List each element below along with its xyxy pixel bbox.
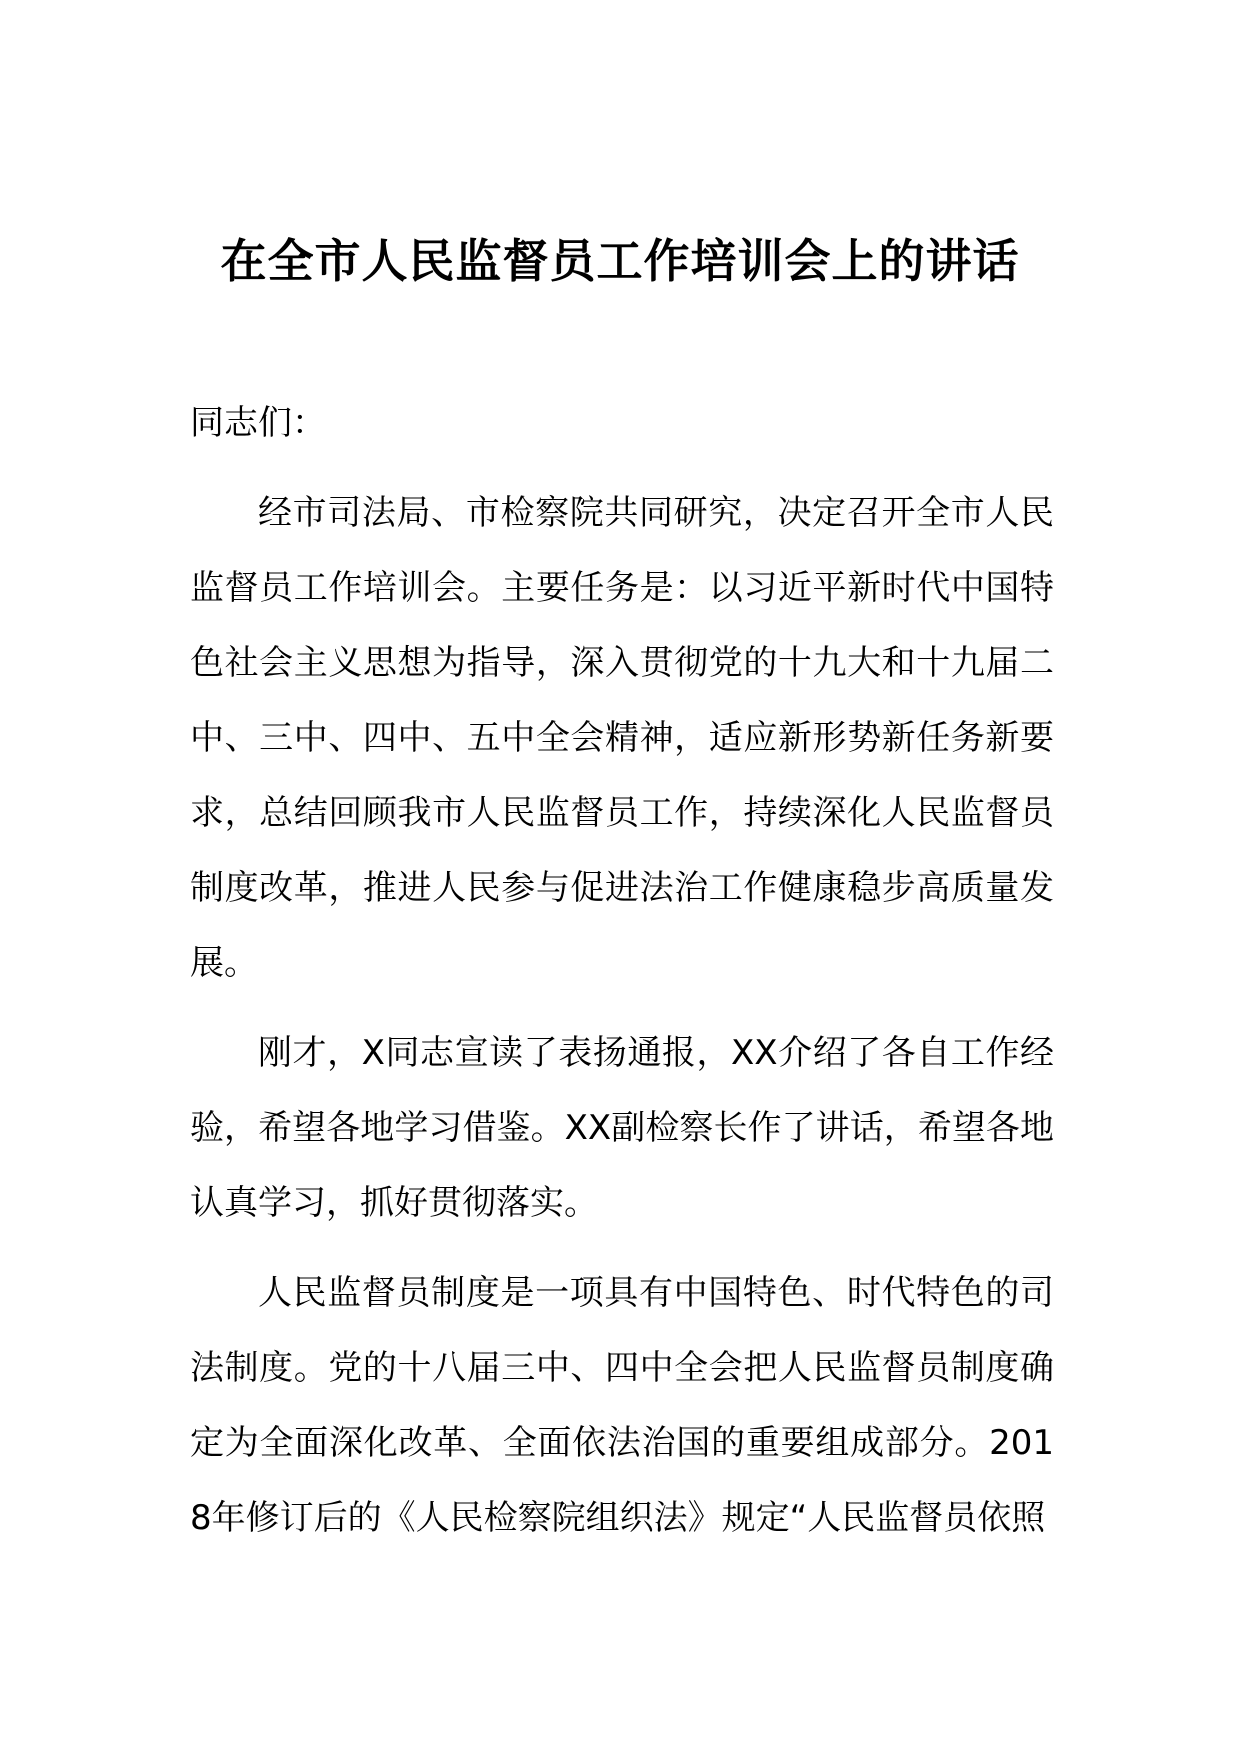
paragraph-3: 人民监督员制度是一项具有中国特色、时代特色的司法制度。党的十八届三中、四中全会把人民监督员制度确定为全面深化改革、全面依法治国的重要组成部分。2018年修订后的《人民检察院组织法》规定“人民监督员依照 [190, 1273, 1054, 1538]
paragraph-1: 经市司法局、市检察院共同研究，决定召开全市人民监督员工作培训会。主要任务是：以习近平新时代中国特色社会主义思想为指导，深入贯彻党的十九大和十九届二中、三中、四中、五中全会精神，适应新形势新任务新要求，总结回顾我市人民监督员工作，持续深化人民监督员制度改革，推进人民参与促进法治工作健康稳步高质量发展。 [190, 493, 1054, 983]
document-title: 在全市人民监督员工作培训会上的讲话 [220, 233, 1020, 288]
document-body [190, 386, 1054, 1556]
salutation: 同志们： [190, 403, 326, 443]
paragraph-2: 刚才，X同志宣读了表扬通报，XX介绍了各自工作经验，希望各地学习借鉴。XX副检察长作了讲话，希望各地认真学习，抓好贯彻落实。 [190, 1033, 1054, 1223]
